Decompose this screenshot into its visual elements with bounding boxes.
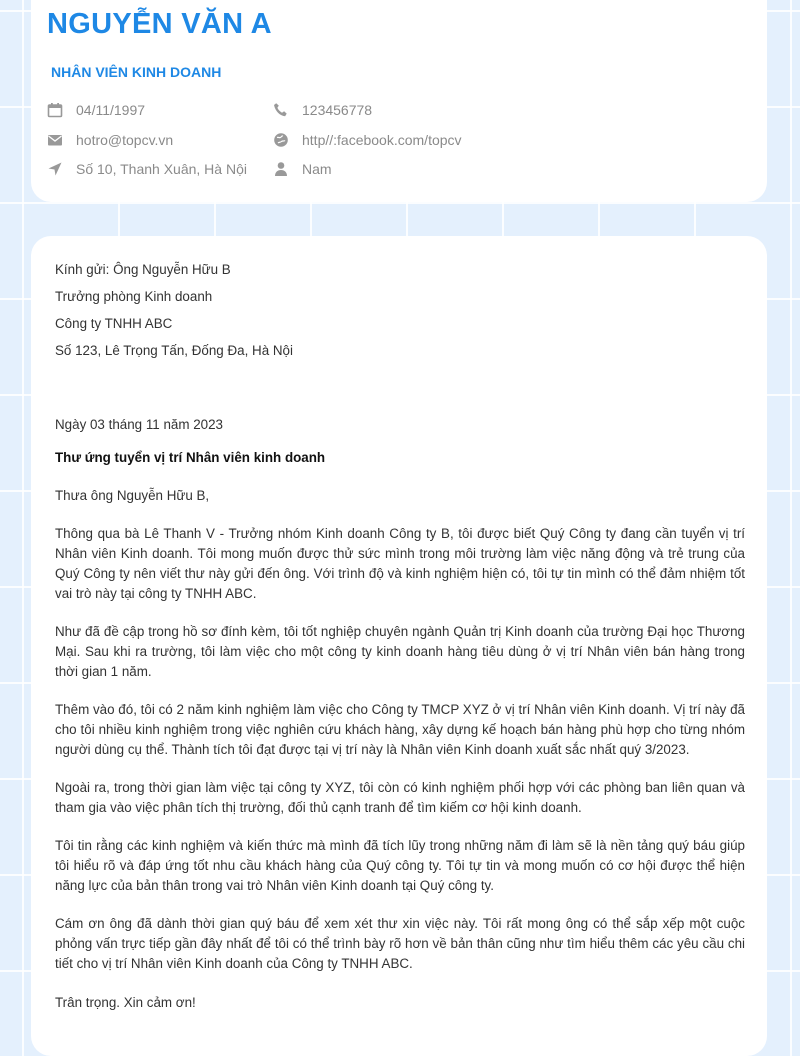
recipient-line: Kính gửi: Ông Nguyễn Hữu B — [55, 262, 231, 277]
phone-icon — [273, 102, 289, 118]
contact-phone — [273, 102, 372, 118]
contact-email — [47, 132, 173, 148]
header-card — [31, 0, 767, 202]
contact-website — [273, 132, 462, 148]
gender-value: Nam — [302, 161, 332, 177]
envelope-icon — [47, 132, 63, 148]
cover-letter-card — [31, 236, 767, 1056]
globe-icon — [273, 132, 289, 148]
candidate-name: NGUYỄN VĂN A — [47, 8, 272, 40]
phone-value: 123456778 — [302, 102, 373, 118]
letter-paragraph: Cám ơn ông đã dành thời gian quý báu để xem xét thư xin việc này. Tôi rất mong ông có thể sắp xếp một cuộc phỏng vấn trực tiếp gần đây nhất để tôi có thể trình bày rõ hơn về bản thân cũng như tìm hiểu thêm các yêu cầu chi tiết cho vị trí Nhân viên Kinh doanh của Công ty TNHH ABC. — [55, 916, 745, 971]
address-value: Số 10, Thanh Xuân, Hà Nội — [76, 161, 247, 177]
contact-dob — [47, 102, 145, 118]
calendar-icon — [47, 102, 63, 118]
user-icon — [273, 161, 289, 177]
letter-closing: Trân trọng. Xin cảm ơn! — [55, 995, 196, 1010]
cover-letter — [55, 256, 745, 1013]
job-title: NHÂN VIÊN KINH DOANH — [51, 64, 222, 80]
contact-gender — [273, 161, 332, 177]
letter-paragraph: Thêm vào đó, tôi có 2 năm kinh nghiệm làm việc cho Công ty TMCP XYZ ở vị trí Nhân viên Kinh doanh. Vị trí này đã cho tôi nhiều kinh nghiệm trong việc nghiên cứu khách hàng, xây dựng kế hoạch bán hàng phù hợp cho từng nhóm người dùng cụ thể. Thành tích tôi đạt được tại vị trí này là Nhân viên Kinh doanh xuất sắc nhất quý 3/2023. — [55, 702, 745, 757]
letter-subject: Thư ứng tuyển vị trí Nhân viên kinh doanh — [55, 450, 326, 465]
contact-address — [47, 161, 247, 177]
recipient-block — [55, 256, 745, 364]
recipient-line: Trưởng phòng Kinh doanh — [55, 289, 213, 304]
letter-paragraph: Tôi tin rằng các kinh nghiệm và kiến thức mà mình đã tích lũy trong những năm đi làm sẽ là nền tảng quý báu giúp tôi hiểu rõ và đáp ứng tốt nhu cầu khách hàng của Quý công ty. Tôi tự tin và mong muốn có cơ hội được thể hiện năng lực của bản thân trong vai trò Nhân viên Kinh doanh tại Quý công ty. — [55, 838, 745, 893]
recipient-line: Công ty TNHH ABC — [55, 316, 173, 331]
letter-paragraph: Như đã đề cập trong hồ sơ đính kèm, tôi tốt nghiệp chuyên ngành Quản trị Kinh doanh của trường Đại học Thương Mại. Sau khi ra trường, tôi làm việc cho một công ty kinh doanh hàng tiêu dùng ở vị trí Nhân viên bán hàng trong thời gian 1 năm. — [55, 624, 745, 679]
letter-salutation: Thưa ông Nguyễn Hữu B, — [55, 488, 210, 503]
website-value[interactable]: http//:facebook.com/topcv — [302, 132, 462, 148]
letter-paragraph: Thông qua bà Lê Thanh V - Trưởng nhóm Kinh doanh Công ty B, tôi được biết Quý Công ty đang cần tuyển vị trí Nhân viên Kinh doanh. Tôi mong muốn được thử sức mình trong môi trường làm việc năng động và trẻ trung của Quý Công ty nên viết thư này gửi đến ông. Với trình độ và kinh nghiệm hiện có, tôi tự tin mình có thể đảm nhiệm tốt vai trò này tại công ty TNHH ABC. — [55, 526, 745, 601]
letter-paragraph: Ngoài ra, trong thời gian làm việc tại công ty XYZ, tôi còn có kinh nghiệm phối hợp với các phòng ban liên quan và tham gia vào việc phân tích thị trường, đối thủ cạnh tranh để tìm kiếm cơ hội kinh doanh. — [55, 780, 745, 815]
email-value[interactable]: hotro@topcv.vn — [76, 132, 174, 148]
location-arrow-icon — [47, 161, 63, 177]
recipient-line: Số 123, Lê Trọng Tấn, Đống Đa, Hà Nội — [55, 343, 293, 358]
letter-date: Ngày 03 tháng 11 năm 2023 — [55, 417, 224, 432]
dob-value: 04/11/1997 — [76, 102, 146, 118]
